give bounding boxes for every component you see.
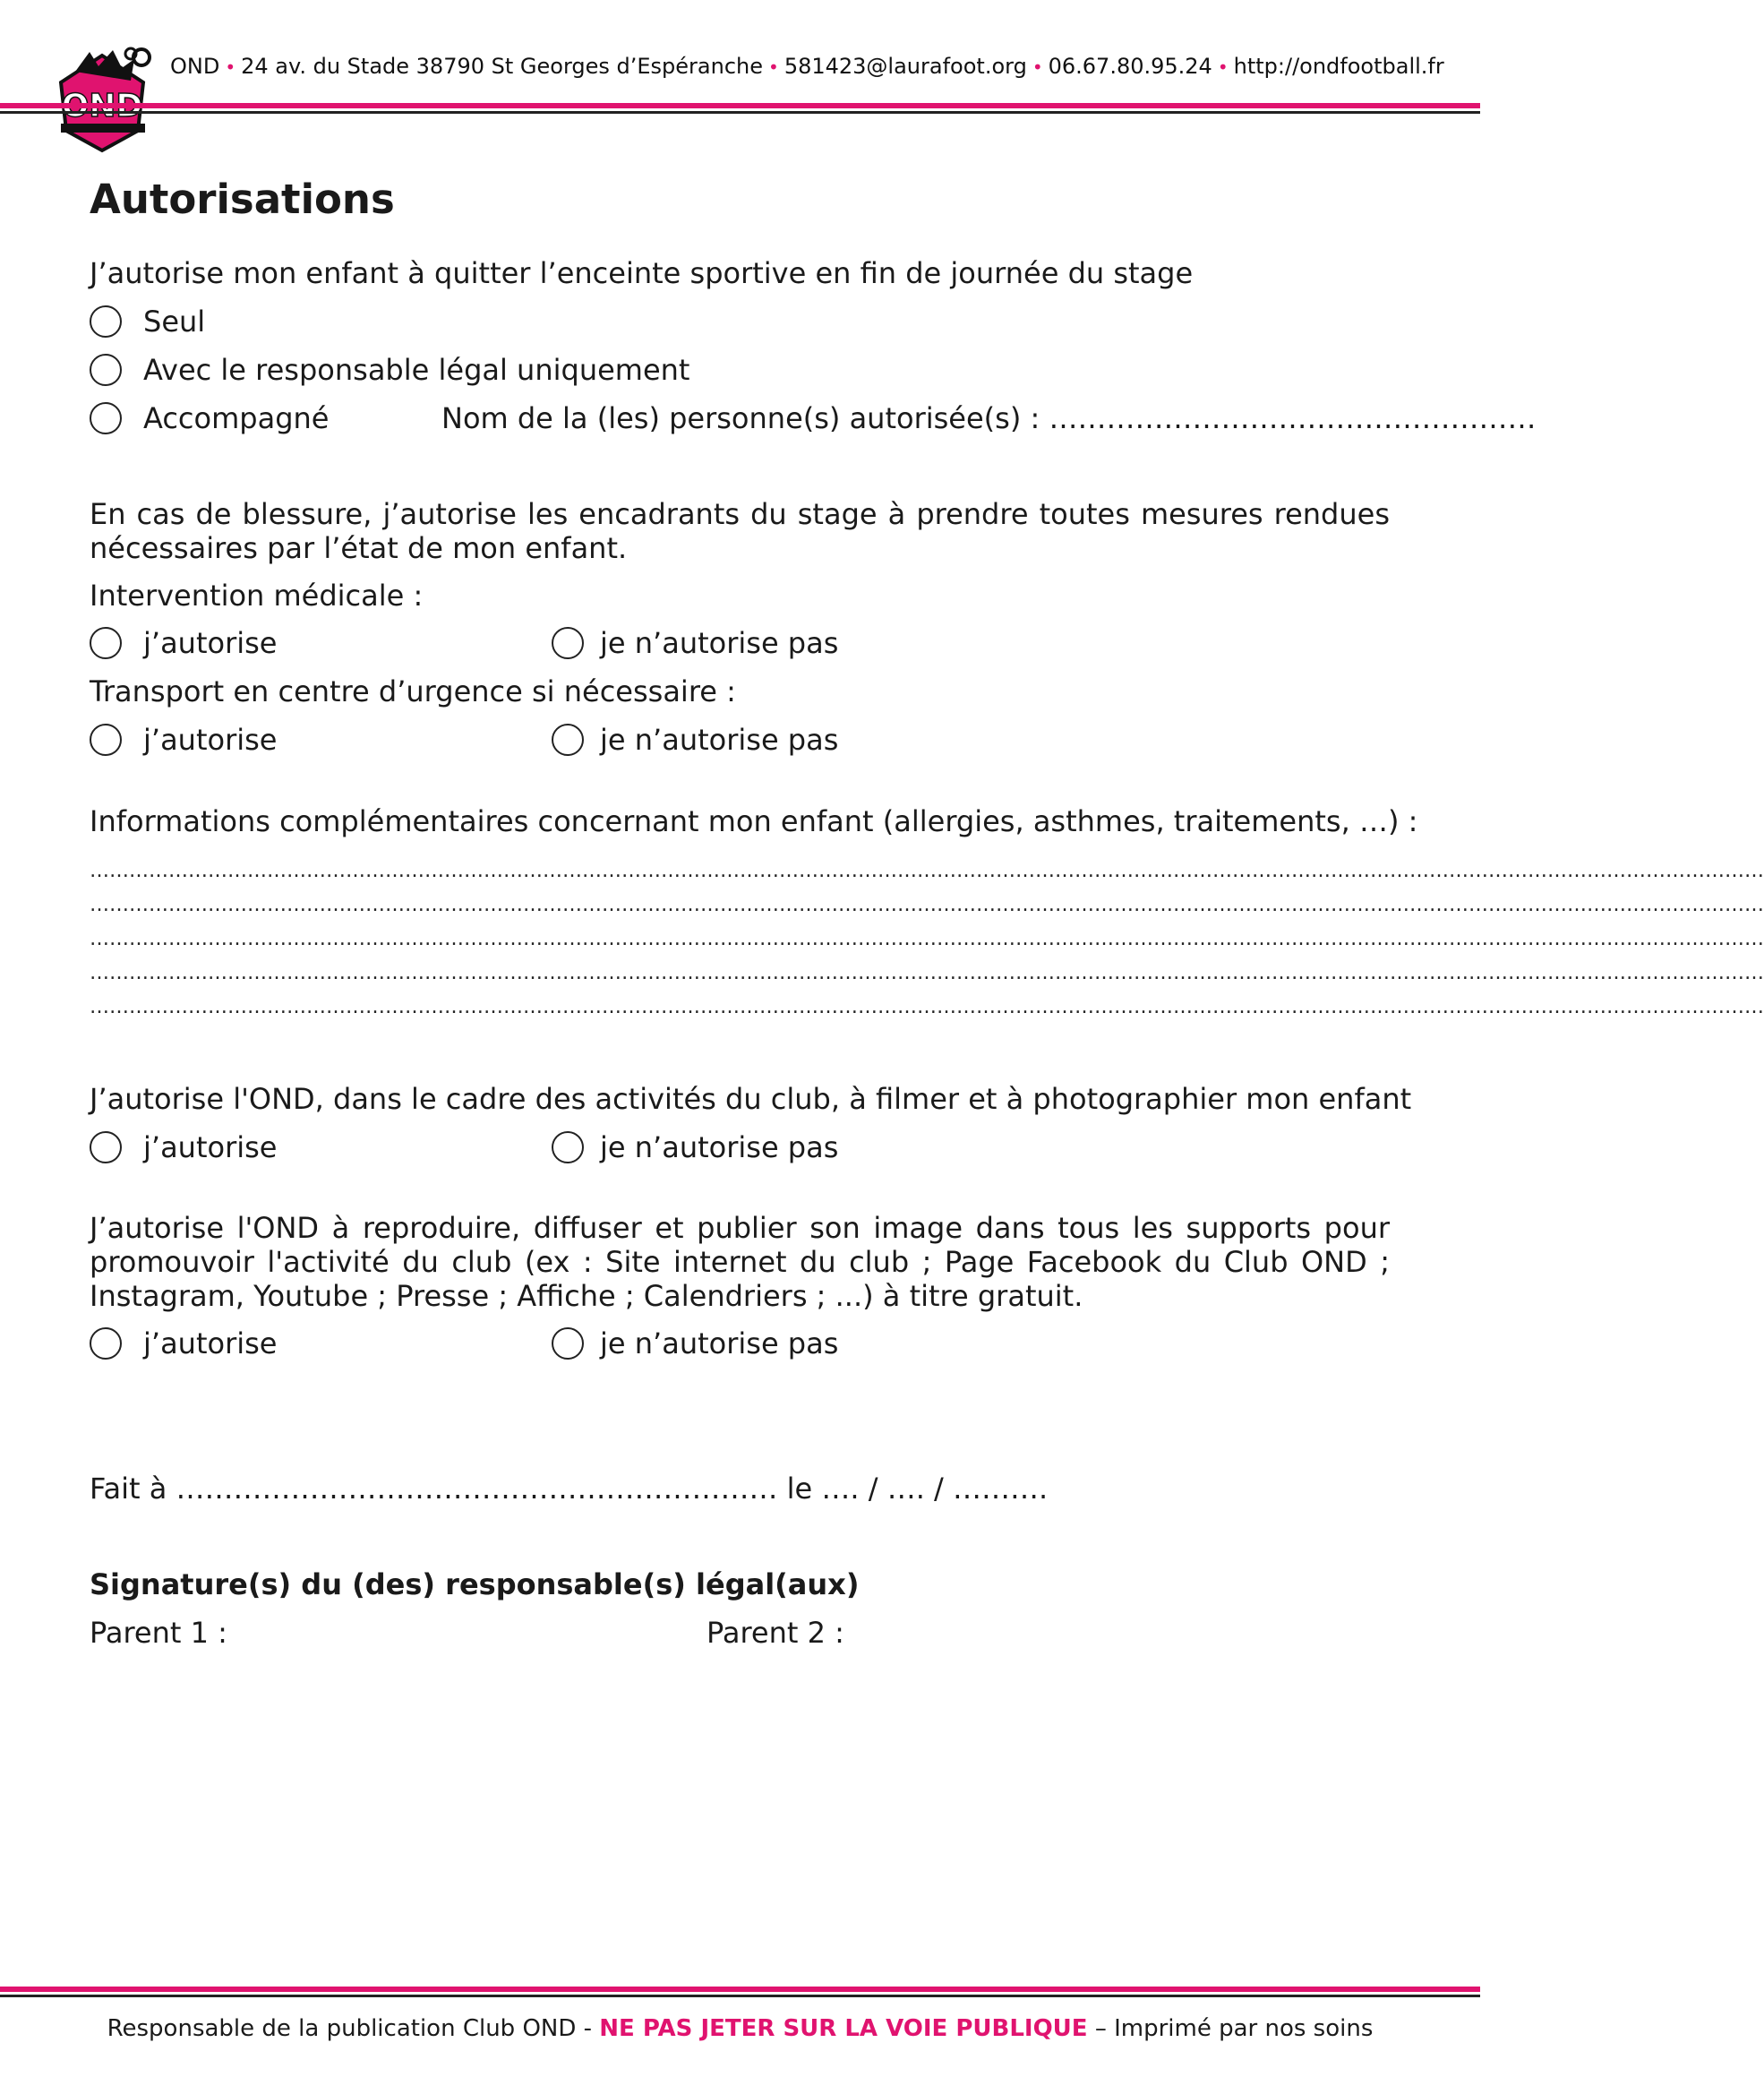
injury-text: En cas de blessure, j’autorise les encadrants du stage à prendre toutes mesures rendues nécessaires par l’état de mon enfant. (90, 497, 1390, 565)
bullet-icon: • (225, 56, 236, 78)
radio-medical-no[interactable] (552, 627, 584, 659)
label-filming-no: je n’autorise pas (600, 1130, 839, 1164)
radio-guardian-only[interactable] (90, 354, 122, 386)
info-line-5[interactable]: ………………………………………………………………………………………………………………………………………………………………………………………………………………………………… (90, 996, 1764, 1018)
footer-left: Responsable de la publication Club OND - (107, 2015, 593, 2042)
done-at-field[interactable]: Fait à ……………………………………………………… le …. / …. / ………. (90, 1472, 1049, 1506)
header-website[interactable]: http://ondfootball.fr (1233, 54, 1444, 79)
bullet-icon: • (1217, 56, 1229, 78)
radio-accompanied[interactable] (90, 402, 122, 434)
signature-title: Signature(s) du (des) responsable(s) légal(aux) (90, 1567, 860, 1601)
label-guardian-only: Avec le responsable légal uniquement (143, 353, 690, 387)
header-phone: 06.67.80.95.24 (1048, 54, 1212, 79)
transport-label: Transport en centre d’urgence si nécessaire : (90, 674, 736, 708)
header-email[interactable]: 581423@laurafoot.org (784, 54, 1027, 79)
label-medical-yes: j’autorise (143, 626, 278, 660)
info-label: Informations complémentaires concernant mon enfant (allergies, asthmes, traitements, …) : (90, 804, 1418, 838)
footer-rule-pink (0, 1987, 1480, 1992)
info-line-4[interactable]: ………………………………………………………………………………………………………………………………………………………………………………………………………………………………… (90, 962, 1764, 984)
club-logo (45, 47, 159, 156)
label-transport-no: je n’autorise pas (600, 723, 839, 757)
header-address: 24 av. du Stade 38790 St Georges d’Espéranche (241, 54, 764, 79)
parent2-label: Parent 2 : (706, 1616, 844, 1650)
radio-publish-yes[interactable] (90, 1327, 122, 1360)
radio-medical-yes[interactable] (90, 627, 122, 659)
label-transport-yes: j’autorise (143, 723, 278, 757)
bullet-icon: • (768, 56, 779, 78)
page-title: Autorisations (90, 176, 395, 223)
info-line-3[interactable]: ………………………………………………………………………………………………………………………………………………………………………………………………………………………………… (90, 928, 1764, 950)
footer-line (0, 2015, 1480, 2042)
publish-text: J’autorise l'OND à reproduire, diffuser et publier son image dans tous les supports pour promouvoir l'activité du club (ex : Site internet du club ; Page Facebook du Club OND ; Instagram, Youtube ; Presse ; Affiche ; Calendriers ; ...) à titre gratuit. (90, 1211, 1390, 1313)
header-rule-pink (0, 103, 1480, 108)
header-club: OND (170, 54, 220, 79)
leave-question: J’autorise mon enfant à quitter l’enceinte sportive en fin de journée du stage (90, 256, 1194, 290)
header-rule-dark (0, 111, 1480, 114)
radio-filming-yes[interactable] (90, 1131, 122, 1163)
footer-warning: NE PAS JETER SUR LA VOIE PUBLIQUE (599, 2015, 1088, 2042)
authorized-persons-field[interactable]: Nom de la (les) personne(s) autorisée(s) : …………………………………………… (441, 401, 1537, 435)
medical-label: Intervention médicale : (90, 579, 424, 613)
radio-alone[interactable] (90, 305, 122, 338)
radio-transport-no[interactable] (552, 724, 584, 756)
bullet-icon: • (1032, 56, 1043, 78)
radio-transport-yes[interactable] (90, 724, 122, 756)
parent1-label: Parent 1 : (90, 1616, 227, 1650)
label-alone: Seul (143, 305, 206, 339)
filming-text: J’autorise l'OND, dans le cadre des activités du club, à filmer et à photographier mon enfant (90, 1082, 1412, 1116)
footer-right: – Imprimé par nos soins (1094, 2015, 1374, 2042)
footer-rule-dark (0, 1995, 1480, 1997)
club-logo-icon (45, 47, 159, 156)
info-line-2[interactable]: ………………………………………………………………………………………………………………………………………………………………………………………………………………………………… (90, 894, 1764, 916)
label-filming-yes: j’autorise (143, 1130, 278, 1164)
info-line-1[interactable]: ………………………………………………………………………………………………………………………………………………………………………………………………………………………………… (90, 860, 1764, 882)
header-contact-line (170, 54, 1444, 79)
radio-filming-no[interactable] (552, 1131, 584, 1163)
label-publish-yes: j’autorise (143, 1326, 278, 1360)
label-medical-no: je n’autorise pas (600, 626, 839, 660)
label-publish-no: je n’autorise pas (600, 1326, 839, 1360)
label-accompanied: Accompagné (143, 401, 330, 435)
radio-publish-no[interactable] (552, 1327, 584, 1360)
